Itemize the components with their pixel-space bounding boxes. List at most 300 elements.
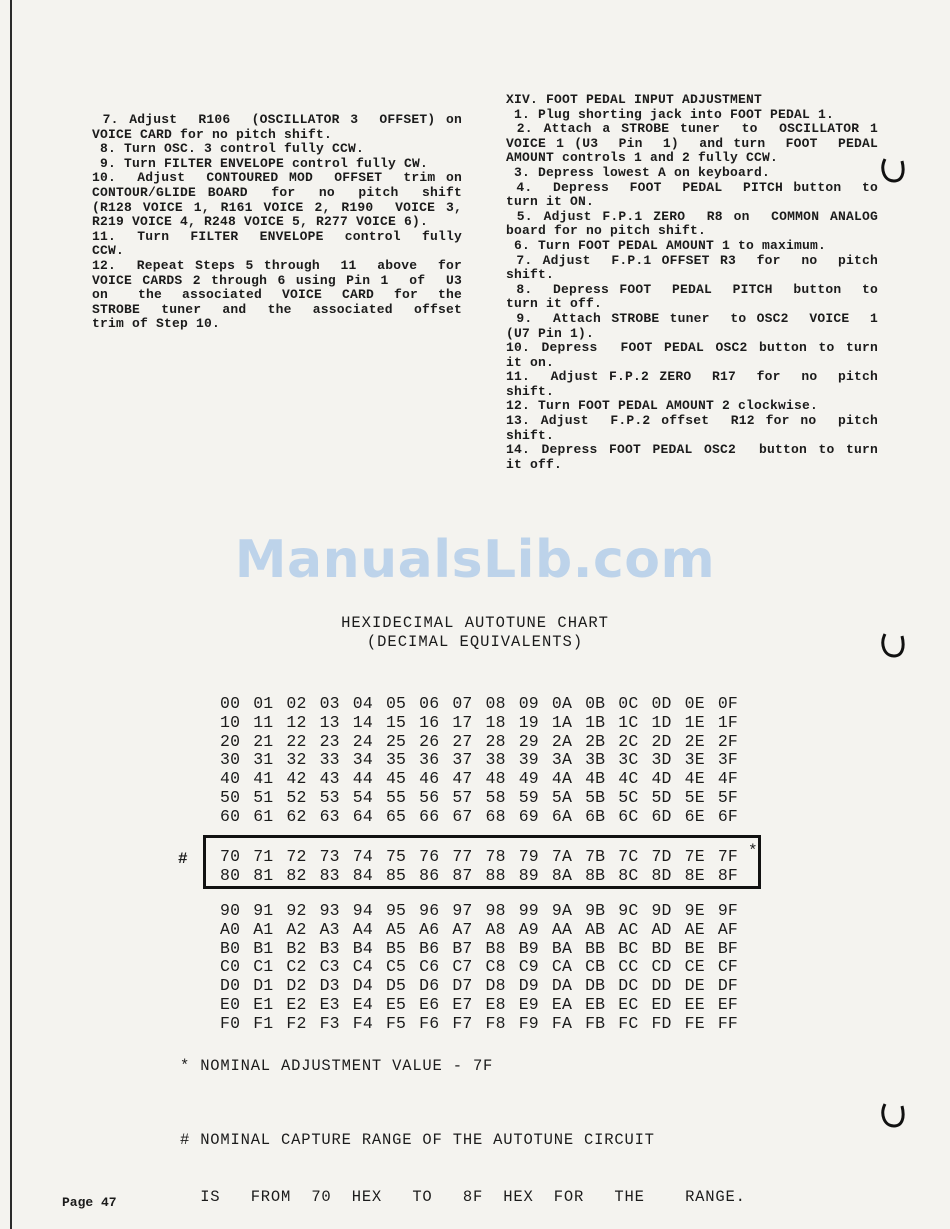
right-column-body [506, 108, 878, 473]
hex-cell: 63 [319, 806, 340, 826]
hex-cell: F4 [352, 1013, 373, 1033]
hex-cell: F6 [419, 1013, 440, 1033]
hex-cell: 74 [352, 847, 373, 866]
hex-cell: C1 [253, 957, 274, 977]
hex-cell: 58 [485, 787, 506, 807]
hex-cell: 73 [319, 847, 340, 866]
hex-cell: BD [651, 938, 672, 958]
hex-cell: 2D [651, 731, 672, 751]
hex-cell: 69 [518, 806, 539, 826]
hex-cell: 6A [551, 806, 573, 826]
hex-cell: E0 [220, 994, 241, 1014]
hex-cell: 3D [651, 750, 672, 770]
hex-cell: 9F [717, 901, 739, 920]
hex-cell: 7C [618, 847, 639, 866]
section-title: XIV. FOOT PEDAL INPUT ADJUSTMENT [506, 92, 763, 107]
hex-cell: B5 [385, 938, 407, 958]
hex-cell: 52 [286, 787, 307, 807]
hex-cell: 79 [518, 847, 539, 866]
hex-cell: 93 [319, 901, 340, 920]
hex-cell: B6 [419, 938, 440, 958]
hex-cell: 9D [651, 901, 672, 920]
hex-cell: 0A [551, 694, 573, 713]
hex-cell: FC [618, 1013, 639, 1033]
hex-cell: D6 [419, 976, 440, 996]
right-column [506, 93, 878, 472]
text-line: shift. [506, 383, 555, 399]
hex-cell: 0C [618, 694, 639, 713]
hex-cell: DA [551, 976, 573, 996]
hex-grid-boxed [220, 848, 751, 886]
hex-cell: 1E [684, 712, 705, 732]
hex-cell: 59 [518, 787, 539, 807]
hex-cell: D2 [286, 976, 307, 996]
range-marker: # [178, 850, 188, 868]
hex-cell: 71 [253, 847, 274, 866]
hex-cell: BF [717, 938, 739, 958]
hex-cell: 56 [419, 787, 440, 807]
text-line: on the associated VOICE CARD for the [92, 287, 462, 303]
hex-cell: EF [717, 994, 739, 1014]
hex-cell: D4 [352, 976, 373, 996]
hex-cell: 9B [585, 901, 606, 920]
hex-row [220, 770, 751, 789]
hex-cell: 49 [518, 769, 539, 789]
text-line: STROBE tuner and the associated offset [92, 301, 462, 317]
text-line: CONTOUR/GLIDE BOARD for no pitch shift [92, 184, 462, 200]
hex-cell: 54 [352, 787, 373, 807]
hex-cell: 1F [717, 712, 739, 732]
hex-cell: 26 [419, 731, 440, 751]
text-line: AMOUNT controls 1 and 2 fully CCW. [506, 150, 779, 166]
hex-cell: 0B [585, 694, 606, 713]
watermark: ManualsLib.com [234, 530, 716, 590]
hex-cell: AE [684, 919, 705, 939]
hex-cell: 3E [684, 750, 705, 770]
hex-cell: 92 [286, 901, 307, 920]
nominal-marker: * [748, 842, 758, 860]
hex-cell: 24 [352, 731, 373, 751]
hex-row [220, 695, 751, 714]
binder-hole-icon [880, 155, 906, 183]
binder-hole-icon [880, 1100, 906, 1128]
hex-cell: F2 [286, 1013, 307, 1033]
hex-row [220, 751, 751, 770]
hex-grid-bottom [220, 902, 751, 1034]
hex-cell: 13 [319, 712, 340, 732]
hex-cell: 6C [618, 806, 639, 826]
hex-cell: 62 [286, 806, 307, 826]
hex-cell: 3F [717, 750, 739, 770]
text-line: 11. Adjust F.P.2 ZERO R17 for no pitch [506, 369, 878, 385]
hex-cell: 70 [220, 847, 241, 866]
hex-cell: 37 [452, 750, 473, 770]
hex-cell: ED [651, 994, 672, 1014]
hex-row [220, 921, 751, 940]
hex-cell: F7 [452, 1013, 473, 1033]
hex-cell: A3 [319, 919, 340, 939]
hex-cell: 88 [485, 865, 506, 885]
hex-cell: 86 [419, 865, 440, 885]
text-line: 5. Adjust F.P.1 ZERO R8 on COMMON ANALOG [506, 208, 878, 224]
hex-cell: 87 [452, 865, 473, 885]
hex-cell: 44 [352, 769, 373, 789]
text-line: CCW. [92, 243, 125, 259]
hex-cell: 1B [585, 712, 606, 732]
hex-cell: 46 [419, 769, 440, 789]
hex-cell: 82 [286, 865, 307, 885]
hex-cell: 6E [684, 806, 705, 826]
hex-cell: 8E [684, 865, 705, 885]
hex-cell: 75 [385, 847, 407, 866]
hex-cell: 39 [518, 750, 539, 770]
hex-cell: 96 [419, 901, 440, 920]
hex-cell: F9 [518, 1013, 539, 1033]
hex-row [220, 996, 751, 1015]
hex-cell: BB [585, 938, 606, 958]
hex-cell: C0 [220, 957, 241, 977]
hex-cell: 1C [618, 712, 639, 732]
hex-cell: 35 [385, 750, 407, 770]
hex-cell: 3A [551, 750, 573, 770]
text-line: it off. [506, 456, 563, 472]
hex-cell: 68 [485, 806, 506, 826]
hex-cell: 6F [717, 806, 739, 826]
hex-cell: 53 [319, 787, 340, 807]
hex-cell: CC [618, 957, 639, 977]
nominal-note: * NOMINAL ADJUSTMENT VALUE - 7F [180, 1057, 494, 1075]
hex-cell: 10 [220, 712, 241, 732]
hex-cell: DE [684, 976, 705, 996]
hex-cell: 90 [220, 901, 241, 920]
hex-cell: F3 [319, 1013, 340, 1033]
hex-cell: 38 [485, 750, 506, 770]
hex-cell: 60 [220, 806, 241, 826]
hex-cell: CF [717, 957, 739, 977]
hex-cell: 5A [551, 787, 573, 807]
hex-cell: 36 [419, 750, 440, 770]
capture-range-line-2: IS FROM 70 HEX TO 8F HEX FOR THE RANGE. [180, 1188, 746, 1206]
hex-cell: 6D [651, 806, 672, 826]
hex-row [220, 867, 751, 886]
hex-cell: C8 [485, 957, 506, 977]
hex-cell: 7A [551, 847, 573, 866]
hex-cell: 5F [717, 787, 739, 807]
hex-cell: 2A [551, 731, 573, 751]
hex-cell: 83 [319, 865, 340, 885]
hex-cell: 40 [220, 769, 241, 789]
hex-cell: 6B [585, 806, 606, 826]
left-column [92, 113, 462, 332]
hex-cell: B4 [352, 938, 373, 958]
hex-cell: F0 [220, 1013, 241, 1033]
hex-cell: 8C [618, 865, 639, 885]
hex-cell: 15 [385, 712, 407, 732]
hex-row [220, 977, 751, 996]
hex-cell: 20 [220, 731, 241, 751]
hex-cell: 55 [385, 787, 407, 807]
text-line: 13. Adjust F.P.2 offset R12 for no pitch [506, 413, 878, 429]
hex-cell: 1A [551, 712, 573, 732]
text-line: 12. Repeat Steps 5 through 11 above for [92, 257, 462, 273]
hex-cell: F8 [485, 1013, 506, 1033]
text-line: shift. [506, 427, 555, 443]
hex-cell: 94 [352, 901, 373, 920]
hex-cell: A6 [419, 919, 440, 939]
hex-cell: 91 [253, 901, 274, 920]
hex-cell: B3 [319, 938, 340, 958]
hex-cell: 7E [684, 847, 705, 866]
hex-cell: 98 [485, 901, 506, 920]
hex-cell: B0 [220, 938, 241, 958]
chart-title-block [0, 614, 950, 652]
hex-cell: EA [551, 994, 573, 1014]
binder-hole-icon [880, 630, 906, 658]
hex-cell: 77 [452, 847, 473, 866]
hex-cell: BC [618, 938, 639, 958]
text-line: 3. Depress lowest A on keyboard. [506, 164, 771, 180]
hex-cell: 02 [286, 694, 307, 713]
hex-cell: 48 [485, 769, 506, 789]
hex-cell: EB [585, 994, 606, 1014]
hex-cell: 34 [352, 750, 373, 770]
hex-cell: A7 [452, 919, 473, 939]
hex-grid-top [220, 695, 751, 827]
text-line: VOICE CARDS 2 through 6 using Pin 1 of U3 [92, 272, 462, 288]
hex-cell: 4E [684, 769, 705, 789]
text-line: it on. [506, 354, 555, 370]
text-line: 2. Attach a STROBE tuner to OSCILLATOR 1 [506, 121, 878, 137]
hex-cell: 50 [220, 787, 241, 807]
hex-cell: B8 [485, 938, 506, 958]
hex-cell: 17 [452, 712, 473, 732]
hex-cell: 51 [253, 787, 274, 807]
hex-cell: FB [585, 1013, 606, 1033]
hex-cell: D9 [518, 976, 539, 996]
hex-cell: 8D [651, 865, 672, 885]
text-line: 4. Depress FOOT PEDAL PITCH button to [506, 179, 878, 195]
hex-row [220, 789, 751, 808]
hex-cell: 57 [452, 787, 473, 807]
hex-cell: 8F [717, 865, 739, 885]
hex-cell: 5C [618, 787, 639, 807]
hex-cell: A8 [485, 919, 506, 939]
text-line: R219 VOICE 4, R248 VOICE 5, R277 VOICE 6). [92, 214, 429, 230]
hex-cell: 4D [651, 769, 672, 789]
hex-row [220, 958, 751, 977]
hex-cell: 8B [585, 865, 606, 885]
text-line: 9. Turn FILTER ENVELOPE control fully CW. [92, 155, 429, 171]
hex-cell: 80 [220, 865, 241, 885]
hex-cell: 25 [385, 731, 407, 751]
hex-cell: 76 [419, 847, 440, 866]
hex-cell: AC [618, 919, 639, 939]
hex-cell: E9 [518, 994, 539, 1014]
chart-title: HEXIDECIMAL AUTOTUNE CHART [341, 614, 609, 632]
text-line: VOICE 1 (U3 Pin 1) and turn FOOT PEDAL [506, 135, 878, 151]
hex-cell: 2B [585, 731, 606, 751]
text-line: 14. Depress FOOT PEDAL OSC2 button to turn [506, 442, 878, 458]
hex-cell: 78 [485, 847, 506, 866]
hex-cell: FF [717, 1013, 739, 1033]
hex-cell: 32 [286, 750, 307, 770]
hex-cell: E1 [253, 994, 274, 1014]
hex-cell: 65 [385, 806, 407, 826]
text-line: 12. Turn FOOT PEDAL AMOUNT 2 clockwise. [506, 398, 819, 414]
hex-cell: A1 [253, 919, 274, 939]
hex-cell: B2 [286, 938, 307, 958]
hex-cell: AF [717, 919, 739, 939]
hex-cell: E5 [385, 994, 407, 1014]
hex-cell: 2F [717, 731, 739, 751]
hex-cell: 4F [717, 769, 739, 789]
hex-cell: DB [585, 976, 606, 996]
hex-cell: CD [651, 957, 672, 977]
text-line: turn it off. [506, 296, 603, 312]
hex-cell: 2C [618, 731, 639, 751]
hex-cell: 9E [684, 901, 705, 920]
hex-cell: A4 [352, 919, 373, 939]
hex-cell: A9 [518, 919, 539, 939]
hex-cell: 5D [651, 787, 672, 807]
capture-range-note [180, 1093, 746, 1226]
hex-cell: 28 [485, 731, 506, 751]
hex-cell: E7 [452, 994, 473, 1014]
hex-cell: 0E [684, 694, 705, 713]
hex-cell: 01 [253, 694, 274, 713]
hex-cell: 81 [253, 865, 274, 885]
text-line: 10. Depress FOOT PEDAL OSC2 button to turn [506, 340, 878, 356]
chart-subtitle: (DECIMAL EQUIVALENTS) [366, 633, 584, 651]
hex-row [220, 940, 751, 959]
hex-cell: 67 [452, 806, 473, 826]
hex-cell: 31 [253, 750, 274, 770]
text-line: 10. Adjust CONTOURED MOD OFFSET trim on [92, 170, 462, 186]
hex-cell: 4A [551, 769, 573, 789]
hex-cell: F5 [385, 1013, 407, 1033]
text-line: 6. Turn FOOT PEDAL AMOUNT 1 to maximum. [506, 237, 827, 253]
hex-cell: 21 [253, 731, 274, 751]
hex-cell: BE [684, 938, 705, 958]
hex-cell: 27 [452, 731, 473, 751]
hex-cell: 18 [485, 712, 506, 732]
hex-cell: D3 [319, 976, 340, 996]
hex-cell: 5B [585, 787, 606, 807]
hex-cell: DD [651, 976, 672, 996]
text-line: turn it ON. [506, 194, 595, 210]
hex-cell: 47 [452, 769, 473, 789]
hex-cell: 7D [651, 847, 672, 866]
hex-cell: 8A [551, 865, 573, 885]
hex-cell: C2 [286, 957, 307, 977]
hex-cell: B9 [518, 938, 539, 958]
hex-cell: E4 [352, 994, 373, 1014]
page-number: Page 47 [62, 1195, 117, 1210]
hex-cell: AD [651, 919, 672, 939]
hex-cell: 45 [385, 769, 407, 789]
hex-cell: DF [717, 976, 739, 996]
hex-cell: 03 [319, 694, 340, 713]
hex-row [220, 1015, 751, 1034]
hex-cell: AA [551, 919, 573, 939]
text-line: trim of Step 10. [92, 316, 221, 332]
hex-cell: 11 [253, 712, 274, 732]
hex-cell: C6 [419, 957, 440, 977]
hex-cell: FE [684, 1013, 705, 1033]
hex-cell: C5 [385, 957, 407, 977]
text-line: (U7 Pin 1). [506, 325, 595, 341]
hex-cell: E6 [419, 994, 440, 1014]
hex-cell: D5 [385, 976, 407, 996]
hex-cell: CE [684, 957, 705, 977]
text-line: VOICE CARD for no pitch shift. [92, 126, 333, 142]
text-line: board for no pitch shift. [506, 223, 707, 239]
hex-cell: 7B [585, 847, 606, 866]
hex-cell: CB [585, 957, 606, 977]
capture-range-line-1: # NOMINAL CAPTURE RANGE OF THE AUTOTUNE CIRCUIT [180, 1131, 655, 1149]
hex-cell: BA [551, 938, 573, 958]
hex-cell: 7F [717, 847, 739, 866]
hex-cell: D0 [220, 976, 241, 996]
hex-cell: C7 [452, 957, 473, 977]
hex-cell: 0F [717, 694, 739, 713]
hex-cell: 85 [385, 865, 407, 885]
text-line: (R128 VOICE 1, R161 VOICE 2, R190 VOICE 3, [92, 199, 462, 215]
hex-cell: C4 [352, 957, 373, 977]
text-line: 7. Adjust F.P.1 OFFSET R3 for no pitch [506, 252, 878, 268]
text-line: 8. Turn OSC. 3 control fully CCW. [92, 141, 365, 157]
hex-cell: 84 [352, 865, 373, 885]
hex-cell: B1 [253, 938, 274, 958]
hex-cell: 19 [518, 712, 539, 732]
text-line: shift. [506, 267, 555, 283]
hex-cell: E3 [319, 994, 340, 1014]
hex-row [220, 902, 751, 921]
hex-cell: 07 [452, 694, 473, 713]
hex-row [220, 808, 751, 827]
hex-cell: 0D [651, 694, 672, 713]
hex-cell: 43 [319, 769, 340, 789]
hex-cell: 89 [518, 865, 539, 885]
hex-cell: 97 [452, 901, 473, 920]
hex-cell: 3B [585, 750, 606, 770]
hex-cell: D8 [485, 976, 506, 996]
hex-cell: 14 [352, 712, 373, 732]
hex-cell: 95 [385, 901, 407, 920]
hex-cell: 64 [352, 806, 373, 826]
hex-cell: 16 [419, 712, 440, 732]
hex-cell: E8 [485, 994, 506, 1014]
hex-cell: 09 [518, 694, 539, 713]
hex-cell: 23 [319, 731, 340, 751]
hex-cell: C9 [518, 957, 539, 977]
hex-cell: A2 [286, 919, 307, 939]
text-line: 11. Turn FILTER ENVELOPE control fully [92, 228, 462, 244]
hex-cell: 9A [551, 901, 573, 920]
hex-cell: 04 [352, 694, 373, 713]
hex-cell: 33 [319, 750, 340, 770]
hex-cell: EC [618, 994, 639, 1014]
hex-cell: 99 [518, 901, 539, 920]
hex-cell: 4B [585, 769, 606, 789]
hex-cell: 12 [286, 712, 307, 732]
hex-cell: EE [684, 994, 705, 1014]
hex-cell: A5 [385, 919, 407, 939]
hex-cell: DC [618, 976, 639, 996]
hex-row [220, 714, 751, 733]
text-line: 8. Depress FOOT PEDAL PITCH button to [506, 281, 878, 297]
hex-row [220, 733, 751, 752]
